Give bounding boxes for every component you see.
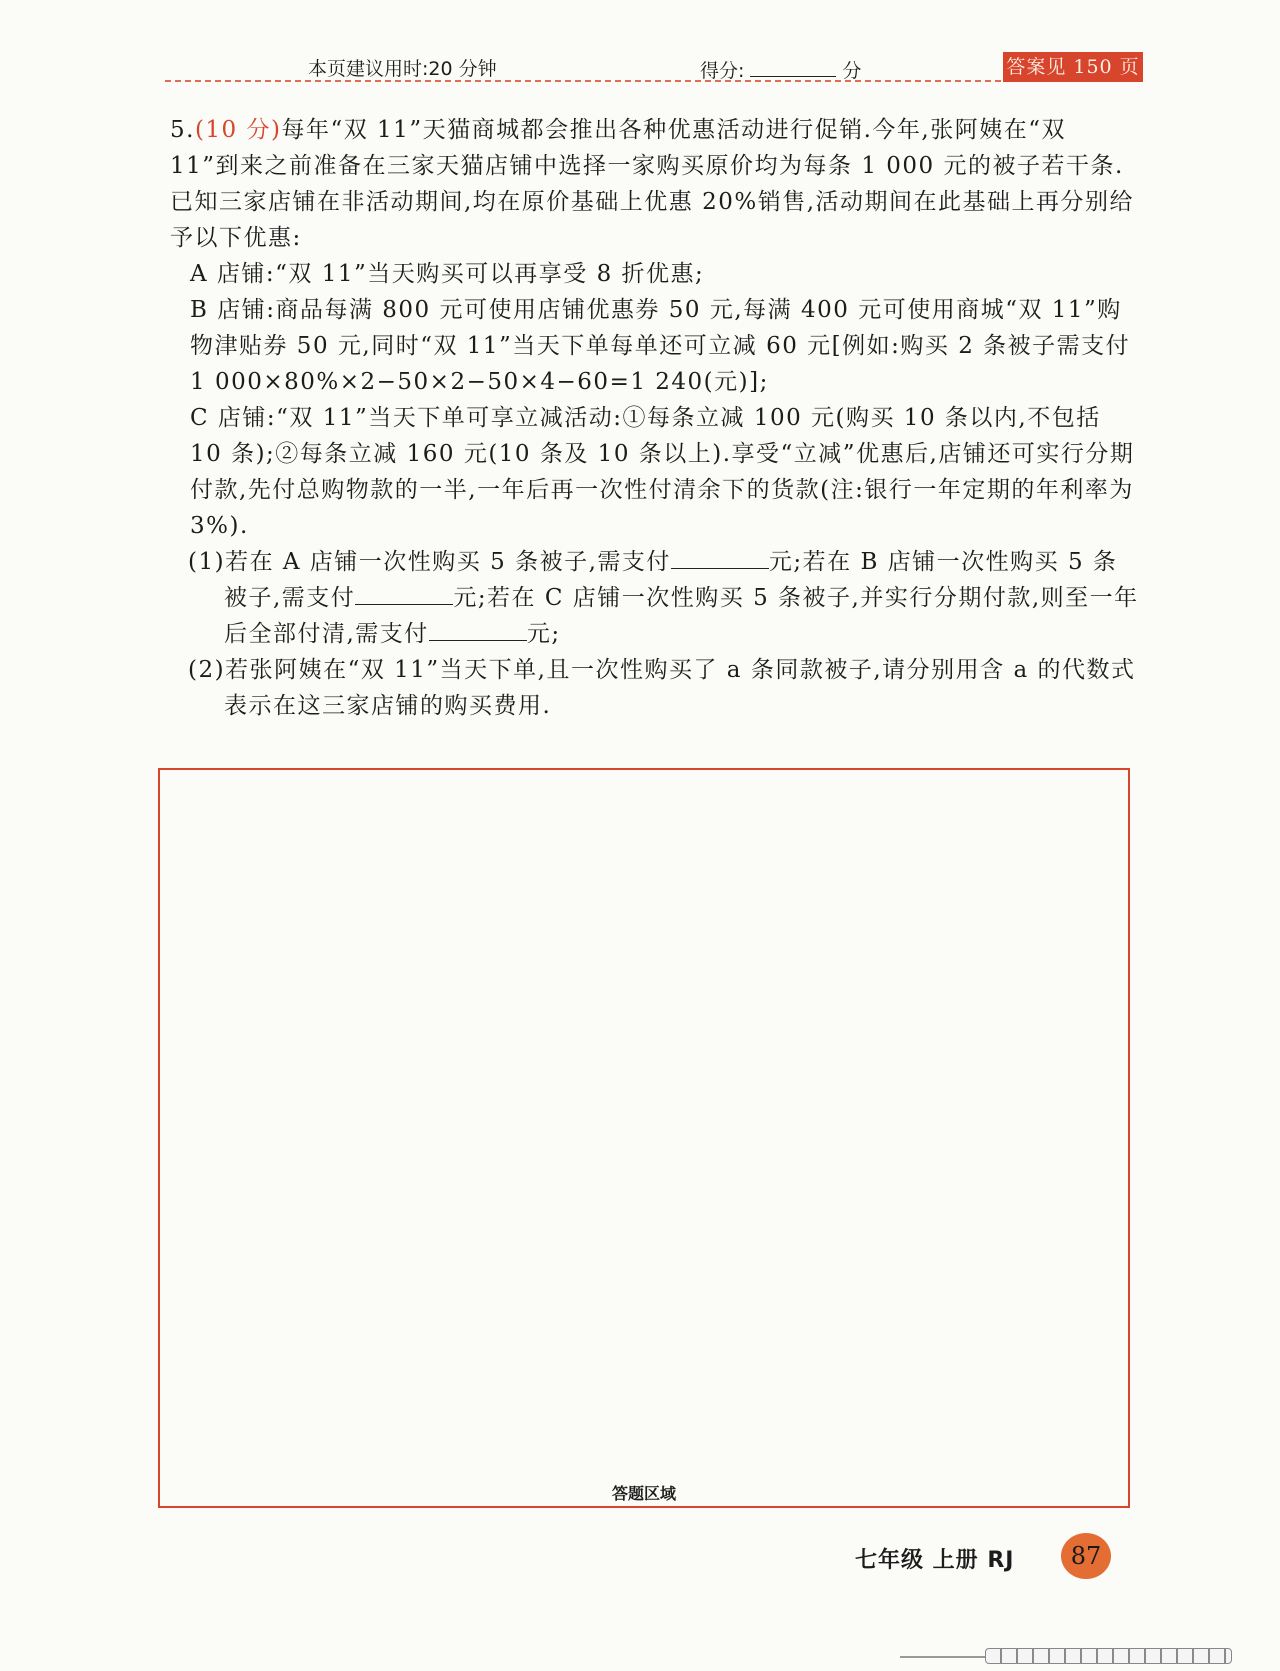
question-intro [170,112,1140,256]
page-number: 87 [1061,1533,1111,1579]
question-number: 5. [170,117,195,143]
score-unit: 分 [842,60,862,82]
shop-a-rule: A 店铺:“双 11”当天购买可以再享受 8 折优惠; [190,261,705,287]
suggested-time: 本页建议用时:20 分钟 [308,58,497,80]
page-header [0,48,1280,88]
question-5 [170,112,1140,724]
answer-area[interactable] [158,768,1130,1508]
answer-blank-c[interactable] [429,620,527,641]
answer-area-label: 答题区域 [611,1484,676,1503]
grade-label: 七年级 上册 RJ [855,1548,1015,1573]
scan-edge-strip [985,1648,1232,1664]
part-1-text-b: 元;若在 B 店铺一次性购买 5 条被子,需支付 [224,549,1118,611]
question-intro-text: 每年“双 11”天猫商城都会推出各种优惠活动进行促销.今年,张阿姨在“双 11”到来之前准备在三家天猫店铺中选择一家购买原价均为每条 1 000 元的被子若干条.已知三家店铺在非活动期间,均在原价基础上优惠 20%销售,活动期间在此基础上再分别给予以下优惠: [170,117,1135,251]
part-1 [170,544,1140,652]
part-1-text-a: (1)若在 A 店铺一次性购买 5 条被子,需支付 [188,549,671,575]
answer-blank-a[interactable] [671,548,769,569]
part-2: (2)若张阿姨在“双 11”当天下单,且一次性购买了 a 条同款被子,请分别用含 a 的代数式表示在这三家店铺的购买费用. [188,657,1136,719]
answer-reference-badge: 答案见 150 页 [1003,52,1143,82]
question-points: (10 分) [194,117,282,143]
score-label: 得分: [700,60,745,82]
answer-blank-b[interactable] [355,584,453,605]
score-blank [750,60,836,77]
scan-edge-line [900,1656,985,1658]
part-1-text-c: 元;若在 C 店铺一次性购买 5 条被子,并实行分期付款,则至一年后全部付清,需支付 [224,585,1139,647]
shop-c-rule: C 店铺:“双 11”当天下单可享立减活动:①每条立减 100 元(购买 10 条以内,不包括 10 条);②每条立减 160 元(10 条及 10 条以上).享受“立减”优惠后,店铺还可实行分期付款,先付总购物款的一半,一年后再一次性付清余下的货款(注:银行一年定期的年利率为 3%). [190,405,1135,539]
part-1-text-d: 元; [526,621,561,647]
header-divider [165,80,1001,82]
score-field [700,56,861,83]
shop-b-rule: B 店铺:商品每满 800 元可使用店铺优惠券 50 元,每满 400 元可使用商城“双 11”购物津贴券 50 元,同时“双 11”当天下单每单还可立减 60 元[例如:购买 2 条被子需支付 1 000×80%×2−50×2−50×4−60=1 240(元)]; [190,297,1131,395]
